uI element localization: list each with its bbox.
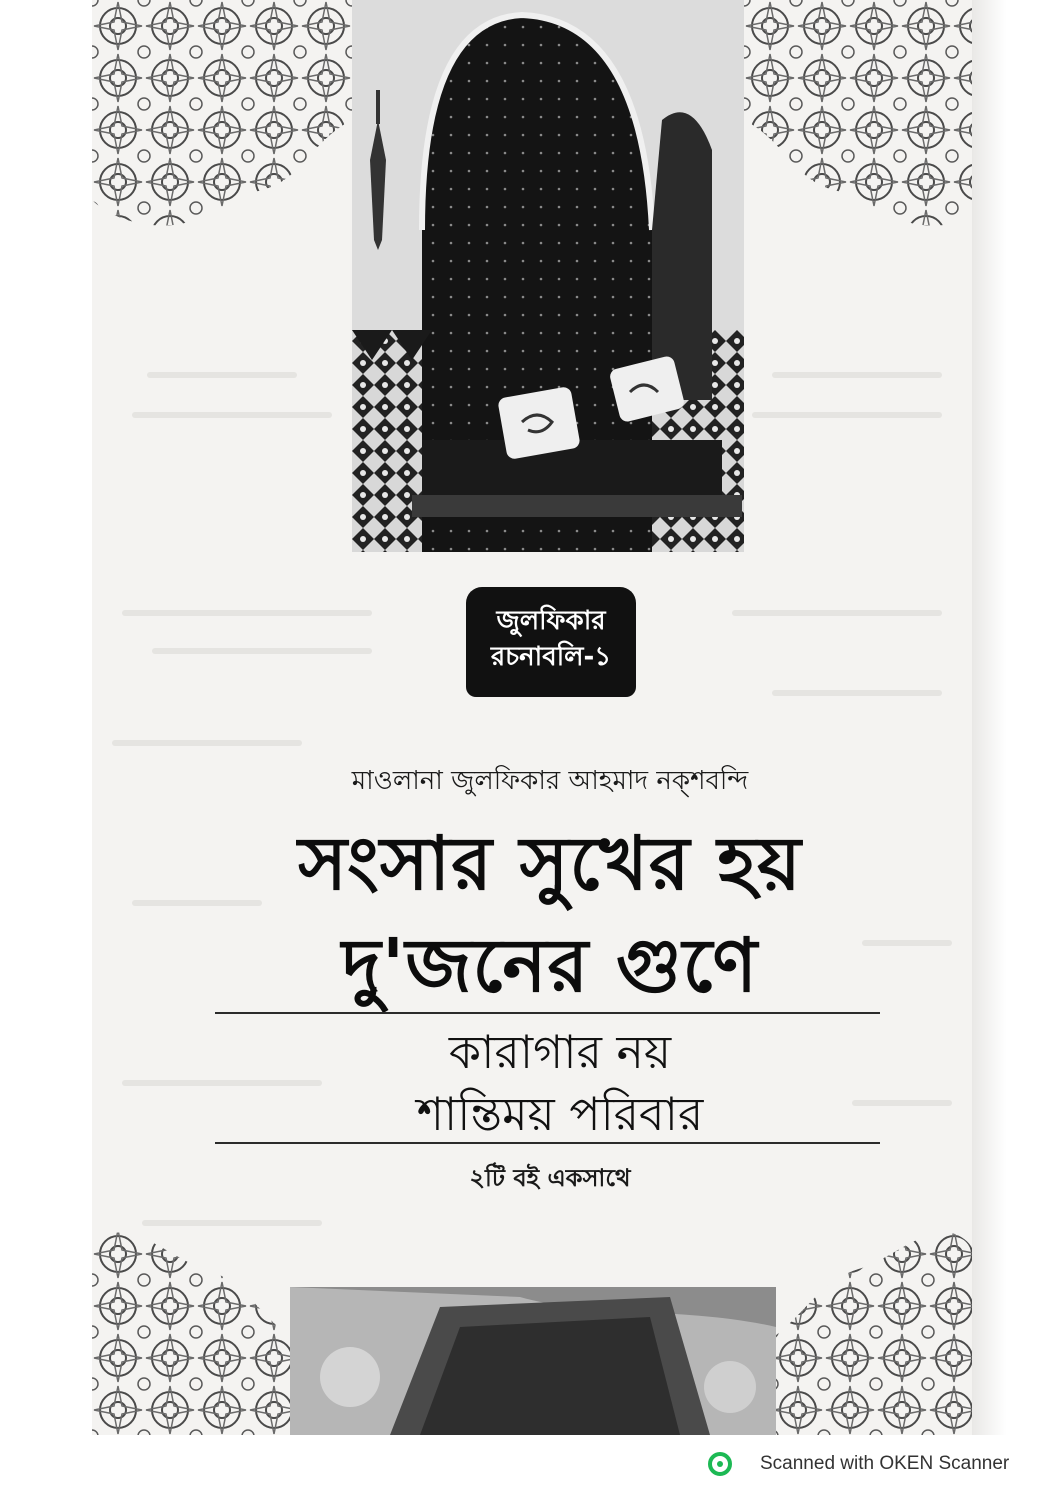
scanner-watermark — [708, 1452, 1009, 1476]
series-badge — [466, 587, 636, 697]
two-books-note: ২টি বই একসাথে — [469, 1164, 631, 1192]
oken-scanner-logo-icon — [708, 1452, 732, 1476]
ornament-bottom-left — [92, 1228, 292, 1435]
show-through-line — [112, 740, 302, 746]
series-badge-line-2: রচনাবলি-১ — [490, 642, 612, 672]
bottom-photo-illustration — [290, 1287, 776, 1435]
show-through-line — [122, 1080, 322, 1086]
cover-photo-bottom — [290, 1287, 776, 1435]
show-through-line — [147, 372, 297, 378]
show-through-line — [122, 610, 372, 616]
show-through-line — [752, 412, 942, 418]
book-title-line-1: সংসার সুখের হয় — [298, 821, 802, 907]
show-through-line — [862, 940, 952, 946]
show-through-line — [132, 412, 332, 418]
divider-rule-top — [215, 1012, 880, 1014]
show-through-line — [772, 372, 942, 378]
scanner-label: Scanned with OKEN Scanner — [760, 1453, 1010, 1474]
ornament-bottom-right — [772, 1228, 972, 1435]
cover-photo-alcove — [352, 0, 744, 552]
show-through-line — [732, 610, 942, 616]
show-through-line — [772, 690, 942, 696]
divider-rule-bottom — [215, 1142, 880, 1144]
subtitle-line-2: শান্তিময় পরিবার — [416, 1087, 704, 1141]
series-badge-line-1: জুলফিকার — [496, 606, 606, 636]
show-through-line — [852, 1100, 952, 1106]
book-title-line-2: দু'জনের গুণে — [341, 923, 759, 1009]
paper-edge-shadow — [972, 0, 1058, 1435]
ornament-top-right — [744, 0, 972, 230]
show-through-line — [142, 1220, 322, 1226]
subtitle-line-1: কারাগার নয় — [448, 1025, 672, 1079]
show-through-line — [152, 648, 372, 654]
ornament-top-left — [92, 0, 352, 230]
author-name: মাওলানা জুলফিকার আহমাদ নক্‌শবন্দি — [351, 766, 749, 796]
alcove-illustration — [352, 0, 744, 552]
